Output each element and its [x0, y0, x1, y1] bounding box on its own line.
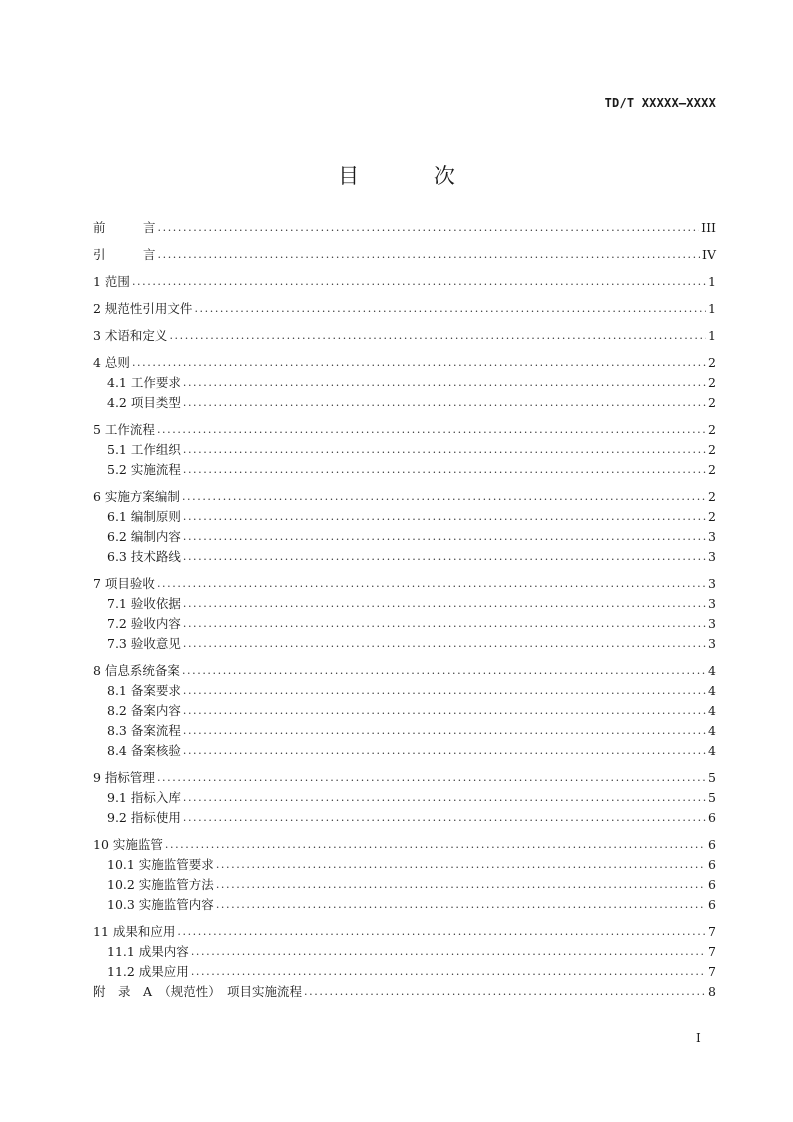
toc-entry[interactable] [93, 922, 716, 942]
toc-entry-label: 3 术语和定义 [93, 328, 168, 343]
toc-entry[interactable] [93, 835, 716, 855]
toc-entry-page: 2 [708, 355, 716, 370]
toc-entry[interactable] [93, 661, 716, 681]
toc-entry-label: 4.2 项目类型 [107, 395, 181, 410]
toc-entry[interactable] [93, 272, 716, 292]
toc-entry-label: 1 范围 [93, 274, 130, 289]
toc-entry-page: 2 [708, 509, 716, 524]
toc-entry[interactable] [93, 393, 716, 413]
toc-leader-dots [183, 527, 706, 547]
toc-leader-dots [183, 721, 706, 741]
toc-leader-dots [183, 547, 706, 567]
toc-entry-page: 7 [708, 964, 716, 979]
toc-entry-label: 5 工作流程 [93, 422, 155, 437]
toc-entry-page: 2 [708, 422, 716, 437]
table-of-contents [93, 218, 716, 1002]
toc-entry[interactable] [93, 875, 716, 895]
toc-entry-label: 7.3 验收意见 [107, 636, 181, 651]
toc-entry-label: 7.2 验收内容 [107, 616, 181, 631]
toc-entry-page: 1 [708, 328, 716, 343]
page-title: 目 次 [338, 164, 489, 188]
toc-entry[interactable] [93, 808, 716, 828]
toc-entry-page: 6 [708, 877, 716, 892]
toc-entry-label: 7.1 验收依据 [107, 596, 181, 611]
toc-entry-page: 3 [708, 596, 716, 611]
toc-entry-label: 10.1 实施监管要求 [107, 857, 214, 872]
toc-entry[interactable] [93, 895, 716, 915]
toc-entry-page: 2 [708, 462, 716, 477]
toc-leader-dots [183, 393, 706, 413]
toc-entry-label: 9.2 指标使用 [107, 810, 181, 825]
toc-entry[interactable] [93, 460, 716, 480]
toc-entry-page: 2 [708, 489, 716, 504]
toc-entry[interactable] [93, 574, 716, 594]
toc-entry-page: IV [702, 247, 716, 262]
toc-entry[interactable] [93, 218, 716, 238]
toc-leader-dots [183, 373, 706, 393]
toc-entry-page: 5 [708, 790, 716, 805]
toc-entry[interactable] [93, 681, 716, 701]
toc-leader-dots [183, 594, 706, 614]
toc-leader-dots [182, 661, 706, 681]
toc-entry-page: 6 [708, 837, 716, 852]
toc-entry-label: 8.1 备案要求 [107, 683, 181, 698]
toc-entry-label: 10 实施监管 [93, 837, 163, 852]
toc-entry-label: 附 录 A （规范性） 项目实施流程 [93, 984, 303, 999]
toc-entry[interactable] [93, 962, 716, 982]
toc-entry[interactable] [93, 527, 716, 547]
toc-entry-page: 4 [708, 723, 716, 738]
toc-leader-dots [191, 942, 706, 962]
toc-entry-label: 4.1 工作要求 [107, 375, 181, 390]
toc-entry[interactable] [93, 245, 716, 265]
toc-entry-label: 10.3 实施监管内容 [107, 897, 214, 912]
toc-entry-page: 4 [708, 663, 716, 678]
toc-entry[interactable] [93, 326, 716, 346]
toc-entry[interactable] [93, 634, 716, 654]
toc-entry-page: 4 [708, 743, 716, 758]
toc-entry[interactable] [93, 614, 716, 634]
toc-leader-dots [169, 326, 706, 346]
toc-entry-label: 2 规范性引用文件 [93, 301, 193, 316]
toc-leader-dots [194, 299, 706, 319]
toc-entry-label: 6.3 技术路线 [107, 549, 181, 564]
toc-entry-page: 4 [708, 683, 716, 698]
toc-entry[interactable] [93, 855, 716, 875]
toc-entry-label: 5.1 工作组织 [107, 442, 181, 457]
toc-leader-dots [183, 788, 706, 808]
toc-entry[interactable] [93, 942, 716, 962]
toc-leader-dots [183, 440, 706, 460]
toc-entry-page: 3 [708, 549, 716, 564]
toc-entry-page: 7 [708, 924, 716, 939]
toc-leader-dots [216, 895, 706, 915]
toc-entry-page: 2 [708, 442, 716, 457]
toc-leader-dots [183, 614, 706, 634]
footer-page-number: I [696, 1031, 701, 1045]
toc-leader-dots [158, 245, 701, 265]
toc-entry[interactable] [93, 507, 716, 527]
toc-leader-dots [157, 420, 706, 440]
toc-entry[interactable] [93, 768, 716, 788]
toc-leader-dots [183, 507, 706, 527]
toc-entry-label: 前 言 [93, 220, 156, 235]
toc-entry-page: III [701, 220, 716, 235]
toc-entry[interactable] [93, 420, 716, 440]
document-code: TD/T XXXXX—XXXX [604, 96, 716, 110]
toc-entry-label: 11 成果和应用 [93, 924, 176, 939]
toc-entry-page: 2 [708, 375, 716, 390]
toc-leader-dots [191, 962, 706, 982]
toc-entry-page: 6 [708, 810, 716, 825]
toc-entry-label: 6 实施方案编制 [93, 489, 180, 504]
toc-entry-label: 9 指标管理 [93, 770, 155, 785]
toc-entry[interactable] [93, 440, 716, 460]
toc-entry[interactable] [93, 299, 716, 319]
toc-leader-dots [183, 741, 706, 761]
toc-entry[interactable] [93, 487, 716, 507]
toc-entry-label: 11.1 成果内容 [107, 944, 189, 959]
toc-leader-dots [177, 922, 706, 942]
toc-entry-label: 11.2 成果应用 [107, 964, 189, 979]
toc-entry-page: 6 [708, 897, 716, 912]
toc-leader-dots [157, 768, 706, 788]
toc-entry[interactable] [93, 353, 716, 373]
toc-entry-page: 1 [708, 274, 716, 289]
toc-entry[interactable] [93, 788, 716, 808]
toc-leader-dots [183, 634, 706, 654]
toc-entry-label: 8.4 备案核验 [107, 743, 181, 758]
toc-entry-page: 2 [708, 395, 716, 410]
toc-entry-label: 7 项目验收 [93, 576, 155, 591]
toc-leader-dots [132, 353, 706, 373]
toc-entry-label: 9.1 指标入库 [107, 790, 181, 805]
toc-entry-label: 引 言 [93, 247, 156, 262]
toc-entry-page: 5 [708, 770, 716, 785]
toc-entry[interactable] [93, 701, 716, 721]
toc-entry-label: 6.1 编制原则 [107, 509, 181, 524]
toc-leader-dots [216, 855, 706, 875]
toc-leader-dots [158, 218, 700, 238]
toc-entry-label: 4 总则 [93, 355, 130, 370]
toc-entry[interactable] [93, 741, 716, 761]
toc-entry-page: 3 [708, 616, 716, 631]
toc-leader-dots [216, 875, 706, 895]
toc-leader-dots [304, 982, 706, 1002]
toc-entry[interactable] [93, 721, 716, 741]
toc-entry-page: 6 [708, 857, 716, 872]
toc-leader-dots [165, 835, 706, 855]
toc-leader-dots [182, 487, 706, 507]
toc-leader-dots [183, 808, 706, 828]
toc-entry-page: 8 [708, 984, 716, 999]
toc-entry-page: 3 [708, 636, 716, 651]
toc-entry-page: 3 [708, 576, 716, 591]
toc-leader-dots [183, 681, 706, 701]
toc-entry[interactable] [93, 547, 716, 567]
toc-entry-page: 1 [708, 301, 716, 316]
toc-entry[interactable] [93, 594, 716, 614]
toc-entry-label: 8.2 备案内容 [107, 703, 181, 718]
toc-entry[interactable] [93, 373, 716, 393]
toc-entry[interactable] [93, 982, 716, 1002]
toc-entry-label: 10.2 实施监管方法 [107, 877, 214, 892]
toc-leader-dots [157, 574, 706, 594]
toc-entry-label: 5.2 实施流程 [107, 462, 181, 477]
toc-entry-label: 8 信息系统备案 [93, 663, 180, 678]
toc-leader-dots [183, 701, 706, 721]
toc-entry-label: 8.3 备案流程 [107, 723, 181, 738]
toc-entry-page: 3 [708, 529, 716, 544]
toc-leader-dots [132, 272, 706, 292]
toc-leader-dots [183, 460, 706, 480]
toc-entry-page: 7 [708, 944, 716, 959]
toc-entry-label: 6.2 编制内容 [107, 529, 181, 544]
toc-entry-page: 4 [708, 703, 716, 718]
